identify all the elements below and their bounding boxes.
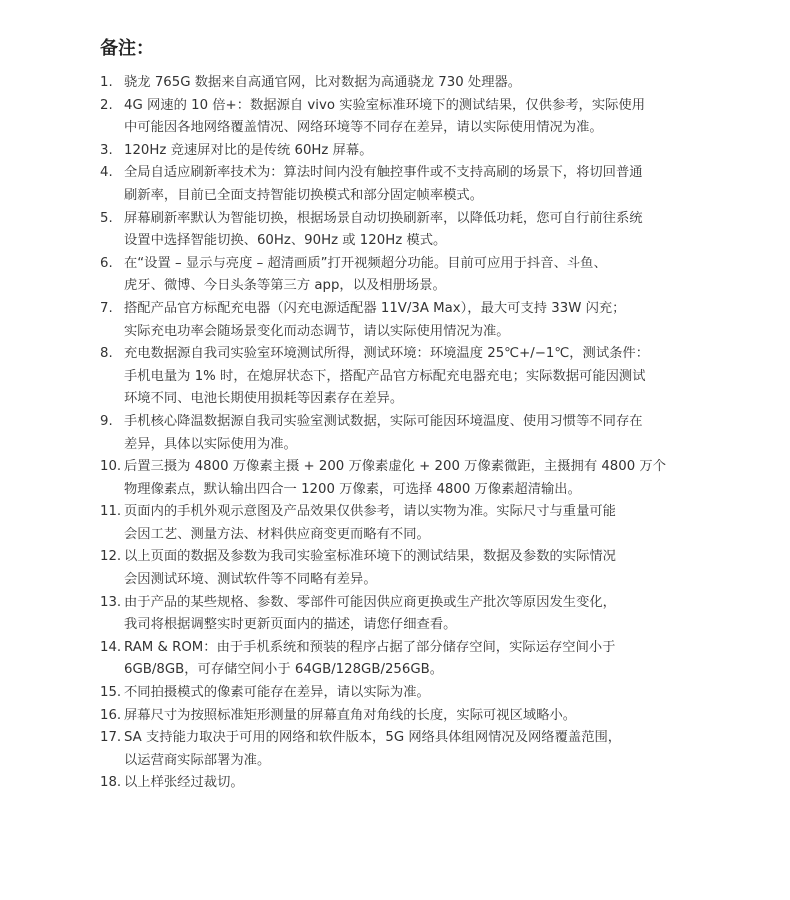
note-item <box>100 501 790 546</box>
note-item <box>100 140 790 163</box>
note-number: 2. <box>100 97 113 113</box>
note-number: 11. <box>100 504 122 520</box>
note-item <box>100 208 790 253</box>
note-item <box>100 411 790 456</box>
note-number: 10. <box>100 459 122 475</box>
note-number: 1. <box>100 75 113 90</box>
note-text-line: 4G 网速的 10 倍+：数据源自 vivo 实验室标准环境下的测试结果，仅供参考，实际使用 <box>124 97 646 113</box>
note-item <box>100 705 790 728</box>
note-number: 17. <box>100 730 122 746</box>
note-text-line: 我司将根据调整实时更新页面内的描述，请您仔细查看。 <box>124 617 457 633</box>
note-text-line: 环境不同、电池长期使用损耗等因素存在差异。 <box>124 391 404 407</box>
note-item <box>100 72 790 95</box>
note-text-line: 页面内的手机外观示意图及产品效果仅供参考，请以实物为准。实际尺寸与重量可能 <box>124 504 616 520</box>
note-item <box>100 772 790 795</box>
note-item <box>100 592 790 637</box>
notes-list <box>100 72 790 795</box>
note-text-line: 以运营商实际部署为准。 <box>124 752 271 768</box>
note-text-line: 会因工艺、测量方法、材料供应商变更而略有不同。 <box>124 526 430 542</box>
note-text-line: 由于产品的某些规格、参数、零部件可能因供应商更换或生产批次等原因发生变化， <box>124 594 616 610</box>
note-text-line: 物理像素点，默认输出四合一 1200 万像素，可选择 4800 万像素超清输出。 <box>124 481 581 497</box>
note-number: 12. <box>100 549 122 565</box>
note-number: 3. <box>100 142 113 158</box>
notes-title: 备注： <box>100 38 154 59</box>
note-number: 8. <box>100 346 113 362</box>
note-item <box>100 682 790 705</box>
note-text-line: 实际充电功率会随场景变化而动态调节，请以实际使用情况为准。 <box>124 323 510 339</box>
note-number: 4. <box>100 165 113 181</box>
note-text-line: 以上页面的数据及参数为我司实验室标准环境下的测试结果，数据及参数的实际情况 <box>124 549 616 565</box>
note-item <box>100 546 790 591</box>
note-text-line: 虎牙、微博、今日头条等第三方 app，以及相册场景。 <box>124 278 446 294</box>
note-number: 6. <box>100 255 113 271</box>
note-item <box>100 95 790 140</box>
note-text-line: 差异，具体以实际使用为准。 <box>124 436 297 452</box>
note-text-line: 骁龙 765G 数据来自高通官网，比对数据为高通骁龙 730 处理器。 <box>124 75 522 90</box>
note-text-line: 中可能因各地网络覆盖情况、网络环境等不同存在差异，请以实际使用情况为准。 <box>124 120 603 136</box>
note-text-line: 设置中选择智能切换、60Hz、90Hz 或 120Hz 模式。 <box>124 233 447 249</box>
note-text-line: SA 支持能力取决于可用的网络和软件版本，5G 网络具体组网情况及网络覆盖范围， <box>124 730 622 746</box>
note-number: 5. <box>100 210 113 226</box>
note-number: 13. <box>100 594 122 610</box>
note-text-line: 120Hz 竞速屏对比的是传统 60Hz 屏幕。 <box>124 142 373 158</box>
note-text-line: 屏幕刷新率默认为智能切换，根据场景自动切换刷新率，以降低功耗，您可自行前往系统 <box>124 210 643 226</box>
note-text-line: 刷新率，目前已全面支持智能切换模式和部分固定帧率模式。 <box>124 187 484 203</box>
note-number: 7. <box>100 300 113 316</box>
note-item <box>100 637 790 682</box>
note-item <box>100 162 790 207</box>
note-item <box>100 456 790 501</box>
note-item <box>100 343 790 411</box>
note-item <box>100 253 790 298</box>
note-text-line: 全局自适应刷新率技术为：算法时间内没有触控事件或不支持高刷的场景下，将切回普通 <box>124 165 643 181</box>
note-number: 14. <box>100 639 122 655</box>
note-text-line: 以上样张经过裁切。 <box>124 775 244 791</box>
note-text-line: 屏幕尺寸为按照标准矩形测量的屏幕直角对角线的长度，实际可视区域略小。 <box>124 707 577 723</box>
note-number: 18. <box>100 775 122 791</box>
note-number: 9. <box>100 413 113 429</box>
note-text-line: 充电数据源自我司实验室环境测试所得，测试环境：环境温度 25℃+/−1℃，测试条件： <box>124 346 650 362</box>
note-number: 16. <box>100 707 122 723</box>
note-text-line: 不同拍摄模式的像素可能存在差异，请以实际为准。 <box>124 685 430 701</box>
note-text-line: 搭配产品官方标配充电器（闪充电源适配器 11V/3A Max），最大可支持 33W 闪充； <box>124 300 626 316</box>
note-text-line: RAM & ROM：由于手机系统和预装的程序占据了部分储存空间，实际运存空间小于 <box>124 639 616 655</box>
note-number: 15. <box>100 685 122 701</box>
note-text-line: 会因测试环境、测试软件等不同略有差异。 <box>124 572 377 588</box>
note-item <box>100 727 790 772</box>
note-text-line: 后置三摄为 4800 万像素主摄 + 200 万像素虚化 + 200 万像素微距，主摄拥有 4800 万个 <box>124 459 667 475</box>
note-text-line: 在“设置 – 显示与亮度 – 超清画质”打开视频超分功能。目前可应用于抖音、斗鱼、 <box>124 255 607 271</box>
note-item <box>100 298 790 343</box>
note-text-line: 手机电量为 1% 时，在熄屏状态下，搭配产品官方标配充电器充电；实际数据可能因测试 <box>124 368 646 384</box>
note-text-line: 手机核心降温数据源自我司实验室测试数据，实际可能因环境温度、使用习惯等不同存在 <box>124 413 643 429</box>
note-text-line: 6GB/8GB，可存储空间小于 64GB/128GB/256GB。 <box>124 662 444 678</box>
